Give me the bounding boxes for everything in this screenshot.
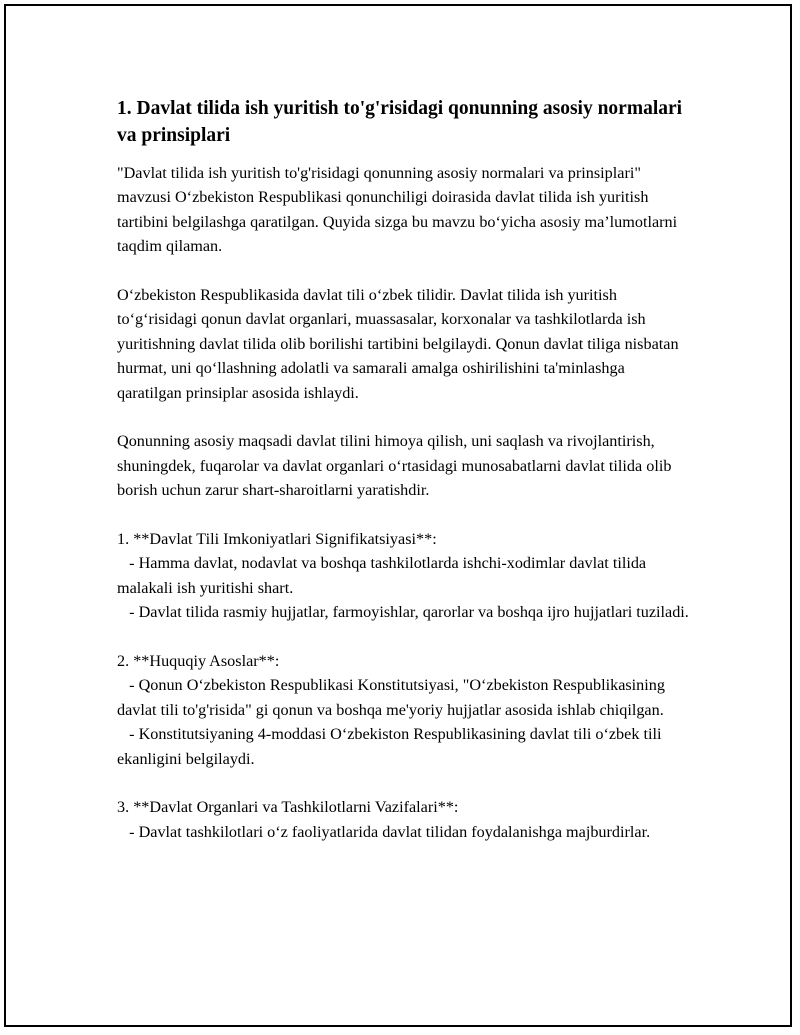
document-title: 1. Davlat tilida ish yuritish to'g'risidagi qonunning asosiy normalari va prinsiplari [117, 98, 683, 146]
document-body [117, 95, 693, 844]
section-1-list: 1. **Davlat Tili Imkoniyatlari Signifikatsiyasi**: - Hamma davlat, nodavlat va boshqa tashkilotlarda ishchi-xodimlar davlat tilida malakali ish yuritishi shart. - Davlat tilida rasmiy hujjatlar, farmoyishlar, qarorlar va boshqa ijro hujjatlari tuziladi. [117, 530, 689, 622]
section-3-list: 3. **Davlat Organlari va Tashkilotlarni Vazifalari**: - Davlat tashkilotlari oʻz faoliyatlarida davlat tilidan foydalanishga majburdirlar. [117, 798, 651, 841]
paragraph-spacer [117, 503, 693, 527]
paragraph-spacer [117, 405, 693, 429]
paragraph-spacer [117, 259, 693, 283]
section-2-list: 2. **Huquqiy Asoslar**: - Qonun Oʻzbekiston Respublikasi Konstitutsiyasi, "Oʻzbekiston Respublikasining davlat tili to'g'risida" gi qonun va boshqa me'yoriy hujjatlar asosida ishlab chiqilgan. - Konstitutsiyaning 4-moddasi Oʻzbekiston Respublikasining davlat tili oʻzbek tili ekanligini belgilaydi. [117, 652, 665, 768]
state-language-paragraph: Oʻzbekiston Respublikasida davlat tili oʻzbek tilidir. Davlat tilida ish yuritish toʻgʻrisidagi qonun davlat organlari, muassasalar, korxonalar va tashkilotlarda ish yuritishning davlat tilida olib borilishi tartibini belgilaydi. Qonun davlat tiliga nisbatan hurmat, uni qoʻllashning adolatli va samarali amalga oshirilishini ta'minlashga qaratilgan prinsiplar asosida ishlaydi. [117, 286, 683, 402]
law-purpose-paragraph: Qonunning asosiy maqsadi davlat tilini himoya qilish, uni saqlash va rivojlantirish, shuningdek, fuqarolar va davlat organlari oʻrtasidagi munosabatlarni davlat tilida olib borish uchun zarur shart-sharoitlarni yaratishdir. [117, 432, 676, 500]
intro-paragraph: "Davlat tilida ish yuritish to'g'risidagi qonunning asosiy normalari va prinsiplari" mavzusi Oʻzbekiston Respublikasi qonunchiligi doirasida davlat tilida ish yuritish tartibini belgilashga qaratilgan. Quyida sizga bu mavzu boʻyicha asosiy maʼlumotlarni taqdim qilaman. [117, 164, 682, 256]
paragraph-spacer [117, 625, 693, 649]
paragraph-spacer [117, 771, 693, 795]
